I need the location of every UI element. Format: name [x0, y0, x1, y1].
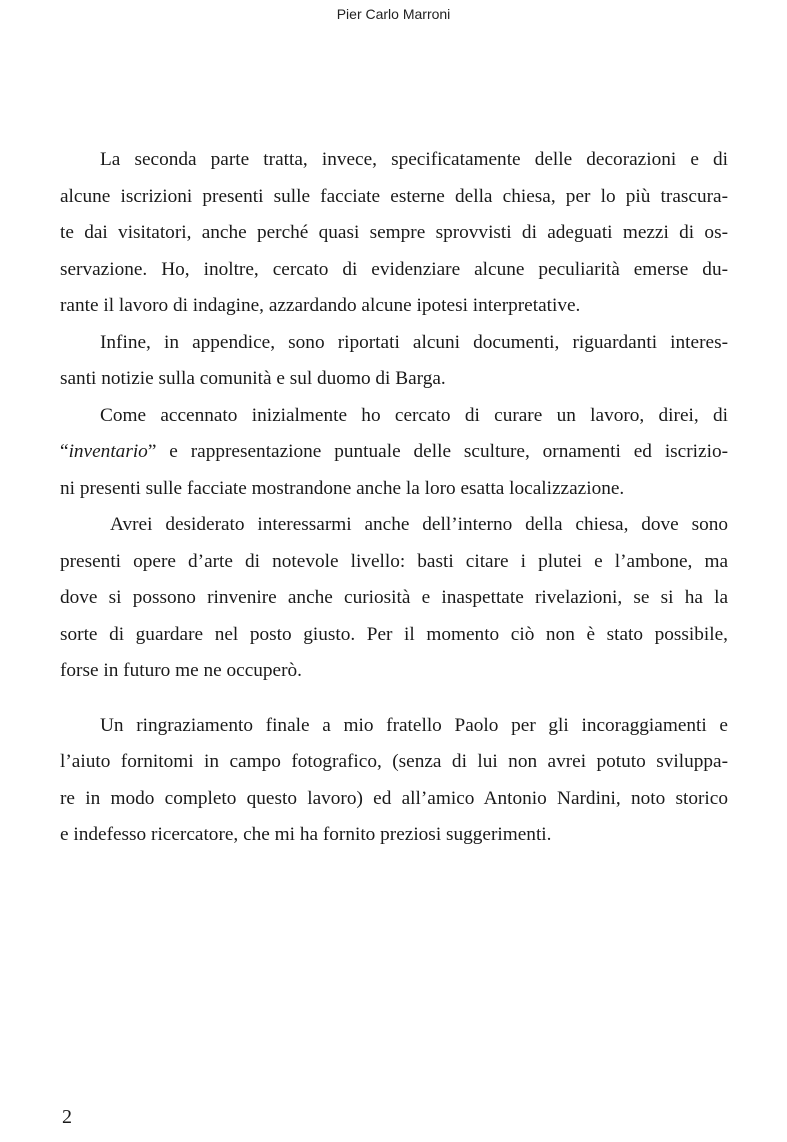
text-line: te dai visitatori, anche perché quasi sempre sprovvisti di adeguati mezzi di os- — [60, 222, 728, 243]
text-line: Avrei desiderato interessarmi anche dell’interno della chiesa, dove sono — [110, 514, 728, 535]
text-line: servazione. Ho, inoltre, cercato di evidenziare alcune peculiarità emerse du- — [60, 258, 728, 280]
text-line-rest: e rappresentazione puntuale delle sculture, ornamenti ed iscrizio- — [169, 441, 728, 462]
paragraph-acknowledgements — [60, 708, 728, 854]
text-line: forse in futuro me ne occuperò. — [60, 660, 302, 681]
page-body — [60, 142, 728, 854]
text-line: ni presenti sulle facciate mostrandone anche la loro esatta localizzazione. — [60, 477, 625, 499]
running-header: Pier Carlo Marroni — [336, 6, 451, 22]
paragraph-second-part — [60, 142, 728, 325]
paragraph-inventory — [60, 398, 728, 508]
text-line: re in modo completo questo lavoro) ed all’amico Antonio Nardini, noto storico — [60, 787, 728, 809]
paragraph-appendix — [60, 325, 728, 398]
text-line: rante il lavoro di indagine, azzardando alcune ipotesi interpretative. — [60, 295, 581, 316]
open-quote: “ — [60, 441, 69, 462]
text-line: santi notizie sulla comunità e sul duomo di Barga. — [60, 368, 446, 389]
text-line: dove si possono rinvenire anche curiosità e inaspettate rivelazioni, se si ha la — [60, 587, 728, 608]
text-line: alcune iscrizioni presenti sulle facciate esterne della chiesa, per lo più trascura- — [60, 185, 728, 207]
text-line-with-italic — [60, 434, 728, 471]
paragraph-gap — [60, 690, 728, 708]
text-line: Un ringraziamento finale a mio fratello Paolo per gli incoraggiamenti e — [100, 714, 728, 736]
text-line: l’aiuto fornitomi in campo fotografico, (senza di lui non avrei potuto sviluppa- — [60, 751, 728, 772]
text-line: presenti opere d’arte di notevole livello: basti citare i plutei e l’ambone, ma — [60, 550, 728, 572]
text-line: La seconda parte tratta, invece, specificatamente delle decorazioni e di — [100, 149, 728, 170]
text-line: Come accennato inizialmente ho cercato di curare un lavoro, direi, di — [100, 404, 728, 426]
italic-term: inventario — [68, 441, 148, 462]
text-line: Infine, in appendice, sono riportati alcuni documenti, riguardanti interes- — [100, 331, 728, 353]
text-line: sorte di guardare nel posto giusto. Per il momento ciò non è stato possibile, — [60, 623, 728, 645]
text-line: e indefesso ricercatore, che mi ha fornito preziosi suggerimenti. — [60, 824, 552, 845]
close-quote: ” — [147, 441, 157, 462]
page-number: 2 — [62, 1106, 72, 1128]
paragraph-interior — [60, 507, 728, 690]
